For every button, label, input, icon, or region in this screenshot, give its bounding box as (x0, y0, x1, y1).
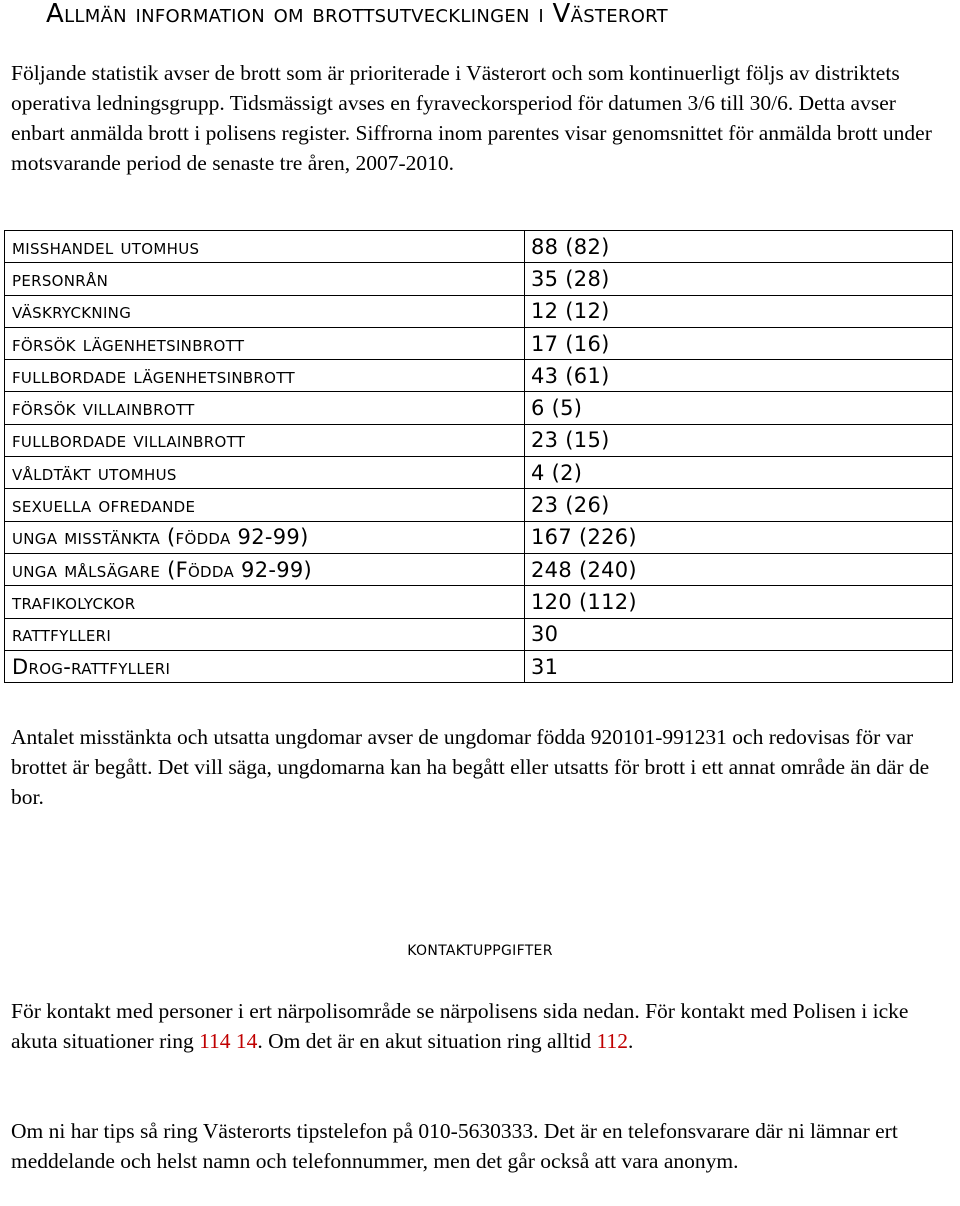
crime-type-cell: sexuella ofredande (5, 489, 525, 521)
contact-text-2: . Om det är en akut situation ring alltid (257, 1029, 597, 1053)
crime-type-cell: misshandel utomhus (5, 231, 525, 263)
crime-statistics-table (4, 230, 953, 683)
table-row (5, 489, 953, 521)
contact-heading: kontaktuppgifter (407, 936, 553, 960)
table-row (5, 360, 953, 392)
page-title: Allmän information om brottsutvecklingen i Västerort (46, 0, 668, 29)
table-row (5, 263, 953, 295)
crime-count-cell: 4 (2) (525, 457, 953, 489)
crime-count-cell: 17 (16) (525, 327, 953, 359)
non-urgent-phone-number: 114 14 (199, 1029, 258, 1053)
crime-type-cell: rattfylleri (5, 618, 525, 650)
crime-type-cell: unga misstänkta (födda 92-99) (5, 521, 525, 553)
crime-count-cell: 248 (240) (525, 553, 953, 585)
intro-paragraph: Följande statistik avser de brott som är prioriterade i Västerort och som kontinuerligt följs av distriktets operativa ledningsgrupp. Tidsmässigt avses en fyraveckorsperiod för datumen 3/6 till 30/6. Detta avser enbart anmälda brott i polisens register. Siffrorna inom parentes visar genomsnittet för anmälda brott under motsvarande period de senaste tre åren, 2007-2010. (11, 61, 932, 175)
crime-count-cell: 23 (26) (525, 489, 953, 521)
crime-count-cell: 23 (15) (525, 424, 953, 456)
table-row (5, 650, 953, 682)
tips-paragraph: Om ni har tips så ring Västerorts tipstelefon på 010-5630333. Det är en telefonsvarare där ni lämnar ert meddelande och helst namn och telefonnummer, men det går också att vara anonym. (11, 1119, 898, 1173)
crime-count-cell: 31 (525, 650, 953, 682)
crime-count-cell: 6 (5) (525, 392, 953, 424)
emergency-phone-number: 112 (596, 1029, 629, 1053)
table-row (5, 553, 953, 585)
table-row (5, 295, 953, 327)
crime-count-cell: 88 (82) (525, 231, 953, 263)
table-row (5, 618, 953, 650)
table-row (5, 327, 953, 359)
crime-type-cell: våldtäkt utomhus (5, 457, 525, 489)
table-row (5, 424, 953, 456)
crime-count-cell: 35 (28) (525, 263, 953, 295)
crime-type-cell: fullbordade villainbrott (5, 424, 525, 456)
youth-note-paragraph: Antalet misstänkta och utsatta ungdomar avser de ungdomar födda 920101-991231 och redovisas för var brottet är begått. Det vill säga, ungdomarna kan ha begått eller utsatts för brott i ett annat område än där de bor. (11, 725, 930, 809)
crime-count-cell: 43 (61) (525, 360, 953, 392)
crime-type-cell: Drog-rattfylleri (5, 650, 525, 682)
table-row (5, 586, 953, 618)
contact-paragraph (11, 996, 951, 1056)
crime-type-cell: försök lägenhetsinbrott (5, 327, 525, 359)
crime-type-cell: försök villainbrott (5, 392, 525, 424)
crime-table-body (5, 231, 953, 683)
table-row (5, 457, 953, 489)
crime-type-cell: unga målsägare (Födda 92-99) (5, 553, 525, 585)
table-row (5, 392, 953, 424)
crime-type-cell: personrån (5, 263, 525, 295)
contact-text-3: . (628, 1029, 634, 1053)
table-row (5, 521, 953, 553)
crime-type-cell: trafikolyckor (5, 586, 525, 618)
crime-type-cell: fullbordade lägenhetsinbrott (5, 360, 525, 392)
contact-text-1: För kontakt med personer i ert närpolisområde se närpolisens sida nedan. För kontakt med Polisen i icke akuta situationer ring (11, 999, 909, 1053)
crime-count-cell: 30 (525, 618, 953, 650)
crime-count-cell: 120 (112) (525, 586, 953, 618)
crime-count-cell: 167 (226) (525, 521, 953, 553)
crime-count-cell: 12 (12) (525, 295, 953, 327)
crime-type-cell: väskryckning (5, 295, 525, 327)
table-row (5, 231, 953, 263)
